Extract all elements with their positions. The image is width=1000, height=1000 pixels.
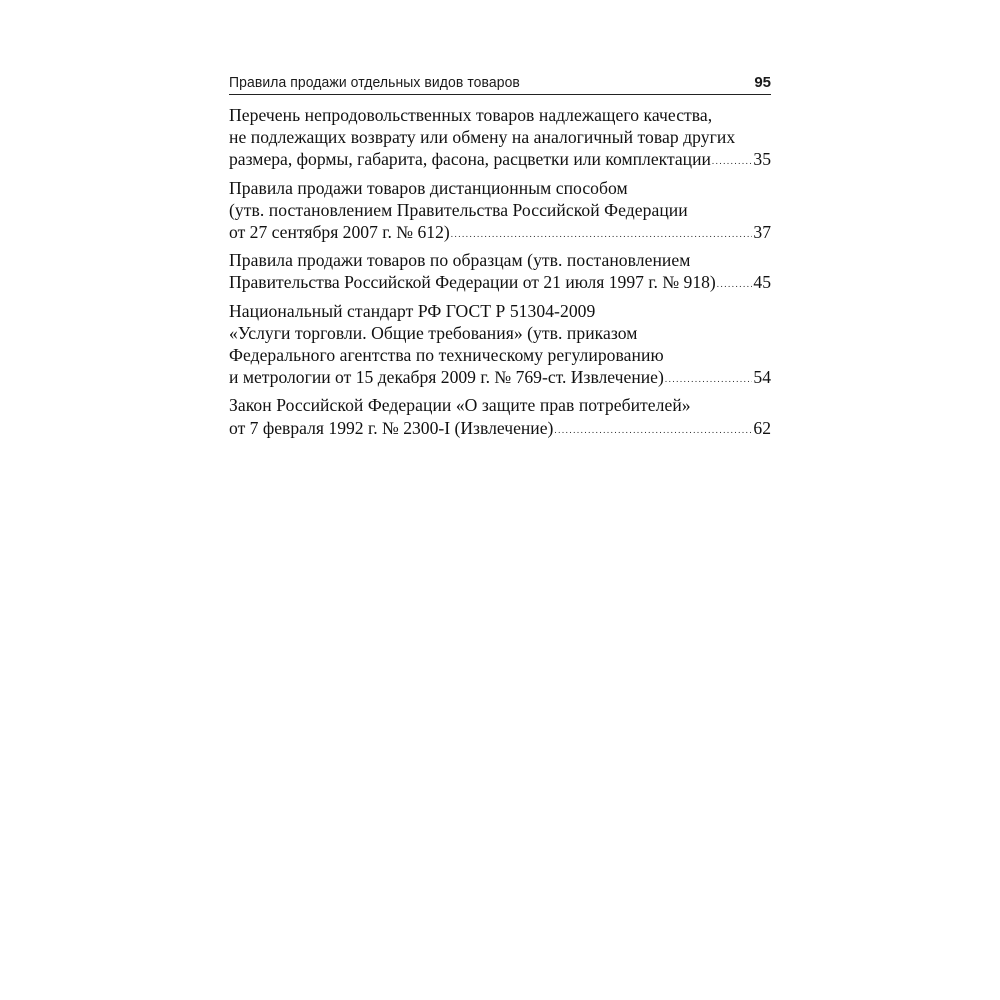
toc-entry-line: размера, формы, габарита, фасона, расцветки или комплектации bbox=[229, 149, 711, 170]
toc-entry-line: от 27 сентября 2007 г. № 612) bbox=[229, 222, 450, 243]
toc-page-number: 35 bbox=[753, 149, 771, 170]
table-of-contents bbox=[229, 104, 771, 442]
running-header bbox=[229, 70, 771, 95]
dot-leader bbox=[717, 273, 753, 295]
toc-entry[interactable] bbox=[229, 394, 771, 441]
toc-entry-last-line bbox=[229, 148, 771, 173]
toc-entry[interactable] bbox=[229, 300, 771, 392]
toc-page-number: 54 bbox=[753, 367, 771, 388]
toc-entry[interactable] bbox=[229, 177, 771, 247]
toc-entry-last-line bbox=[229, 366, 771, 391]
toc-entry-last-line bbox=[229, 271, 771, 296]
toc-entry-last-line bbox=[229, 417, 771, 442]
toc-entry-line: Национальный стандарт РФ ГОСТ Р 51304-2009 bbox=[229, 300, 596, 321]
toc-entry-line: Перечень непродовольственных товаров надлежащего качества, bbox=[229, 105, 713, 125]
toc-entry-line: не подлежащих возврату или обмену на аналогичный товар других bbox=[229, 127, 736, 148]
toc-entry-line: Правила продажи товаров дистанционным способом bbox=[229, 177, 628, 198]
running-title: Правила продажи отдельных видов товаров bbox=[229, 74, 520, 91]
toc-entry-last-line bbox=[229, 221, 771, 246]
dot-leader bbox=[554, 419, 752, 441]
page-number: 95 bbox=[754, 74, 771, 91]
toc-entry-line: Правительства Российской Федерации от 21 июля 1997 г. № 918) bbox=[229, 272, 716, 293]
toc-entry-line: Федерального агентства по техническому регулированию bbox=[229, 345, 664, 366]
toc-page-number: 62 bbox=[753, 417, 771, 438]
dot-leader bbox=[712, 150, 753, 172]
dot-leader bbox=[451, 223, 753, 245]
dot-leader bbox=[665, 368, 753, 390]
toc-entry[interactable] bbox=[229, 104, 771, 174]
toc-entry[interactable] bbox=[229, 249, 771, 296]
toc-entry-line: от 7 февраля 1992 г. № 2300-I (Извлечение) bbox=[229, 417, 554, 438]
toc-entry-line: Правила продажи товаров по образцам (утв. постановлением bbox=[229, 250, 691, 271]
toc-page-number: 37 bbox=[753, 222, 771, 243]
toc-entry-line: и метрологии от 15 декабря 2009 г. № 769-ст. Извлечение) bbox=[229, 367, 664, 388]
toc-entry-line: (утв. постановлением Правительства Российской Федерации bbox=[229, 199, 688, 220]
toc-page-number: 45 bbox=[753, 272, 771, 293]
toc-entry-line: «Услуги торговли. Общие требования» (утв. приказом bbox=[229, 322, 638, 343]
toc-entry-line: Закон Российской Федерации «О защите прав потребителей» bbox=[229, 395, 691, 416]
